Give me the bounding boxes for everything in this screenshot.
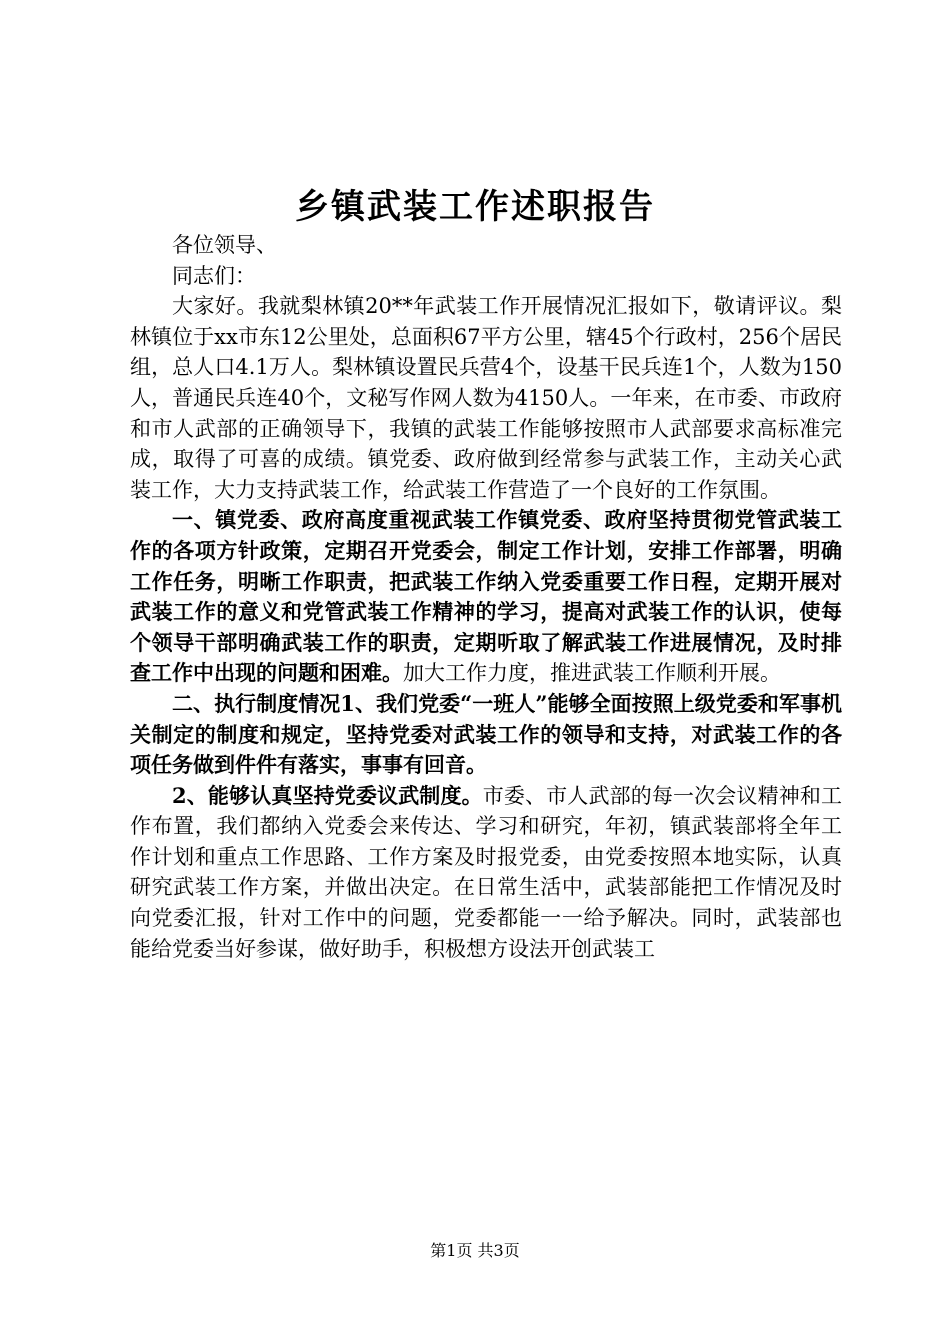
paragraph-item-two xyxy=(130,781,842,965)
paragraph-intro: 大家好。我就梨林镇20**年武装工作开展情况汇报如下，敬请评议。梨林镇位于xx市东12公里处，总面积67平方公里，辖45个行政村，256个居民组，总人口4.1万人。梨林镇设置民兵营4个，设基干民兵连1个，人数为150人，普通民兵连40个，文秘写作网人数为4150人。一年来，在市委、市政府和市人武部的正确领导下，我镇的武装工作能够按照市人武部要求高标准完成，取得了可喜的成绩。镇党委、政府做到经常参与武装工作，主动关心武装工作，大力支持武装工作，给武装工作营造了一个良好的工作氛围。 xyxy=(130,294,842,502)
document-body xyxy=(130,230,842,964)
item-two-bold-text: 2、能够认真坚持党委议武制度。 xyxy=(172,782,483,808)
section-one-normal-text: 加大工作力度，推进武装工作顺利开展。 xyxy=(403,661,781,686)
item-two-normal-text: 市委、市人武部的每一次会议精神和工作布置，我们都纳入党委会来传达、学习和研究，年初，镇武装部将全年工作计划和重点工作思路、工作方案及时报党委，由党委按照本地实际，认真研究武装工作方案，并做出决定。在日常生活中，武装部能把工作情况及时向党委汇报，针对工作中的问题，党委都能一一给予解决。同时，武装部也能给党委当好参谋，做好助手，积极想方设法开创武装工 xyxy=(130,783,842,961)
paragraph-section-two: 二、执行制度情况1、我们党委“一班人”能够全面按照上级党委和军事机关制定的制度和规定，坚持党委对武装工作的领导和支持，对武装工作的各项任务做到件件有落实，事事有回音。 xyxy=(130,690,842,778)
document-title: 乡镇武装工作述职报告 xyxy=(295,187,655,227)
paragraph-section-one xyxy=(130,505,842,689)
salutation-comrades: 同志们： xyxy=(172,263,256,288)
salutation-leaders: 各位领导、 xyxy=(172,233,277,257)
section-one-bold-text: 一、镇党委、政府高度重视武装工作镇党委、政府坚持贯彻党管武装工作的各项方针政策，定期召开党委会，制定工作计划，安排工作部署，明确工作任务，明晰工作职责，把武装工作纳入党委重要工作日程，定期开展对武装工作的意义和党管武装工作精神的学习，提高对武装工作的认识，使每个领导干部明确武装工作的职责，定期听取了解武装工作进展情况，及时排查工作中出现的问题和困难。 xyxy=(130,507,842,686)
page-number-footer: 第1页 共3页 xyxy=(430,1241,520,1260)
